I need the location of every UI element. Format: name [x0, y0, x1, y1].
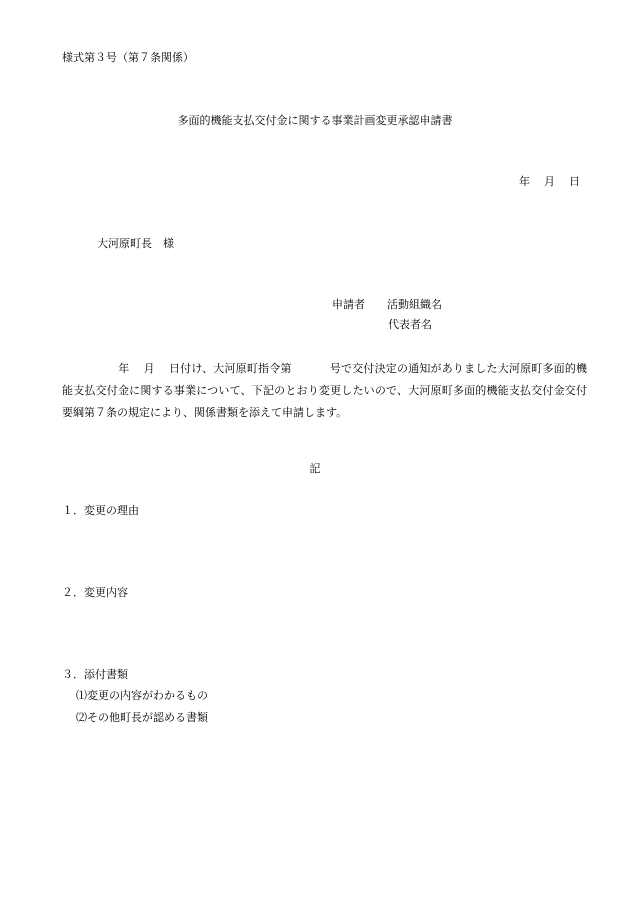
body-year: 年: [118, 362, 130, 375]
representative-label: 代表者名: [388, 318, 432, 331]
organization-label: 活動組織名: [387, 298, 442, 311]
body-paragraph: [62, 358, 587, 424]
body-after-number: 号で交付決定の通知がありました大河原町多面的機能支払交付金に関する事業について、下記のとおり変更したいので、大河原町多面的機能支払交付金交付要綱第７条の規定により、関係書類を添えて申請します。: [62, 362, 588, 419]
form-number: 様式第３号（第７条関係）: [62, 51, 194, 64]
date-line: [519, 176, 580, 187]
applicant-line: [332, 299, 442, 310]
ki-heading: 記: [309, 462, 321, 475]
document-title: 多面的機能支払交付金に関する事業計画変更承認申請書: [177, 114, 453, 127]
item-attachments: ３．添付書類: [62, 668, 128, 681]
item-change-content: ２．変更内容: [62, 586, 128, 599]
body-day-segment: 日付け、大河原町指令第: [168, 362, 292, 375]
attachment-item: ⑵その他町長が認める書類: [76, 711, 208, 724]
addressee: 大河原町長 様: [97, 237, 174, 250]
date-day: 日: [569, 175, 580, 188]
body-month: 月: [143, 362, 155, 375]
attachment-item: ⑴変更の内容がわかるもの: [76, 689, 208, 702]
date-month: 月: [544, 175, 555, 188]
item-change-reason: １．変更の理由: [62, 504, 139, 517]
applicant-label: 申請者: [332, 298, 365, 311]
date-year: 年: [519, 175, 530, 188]
